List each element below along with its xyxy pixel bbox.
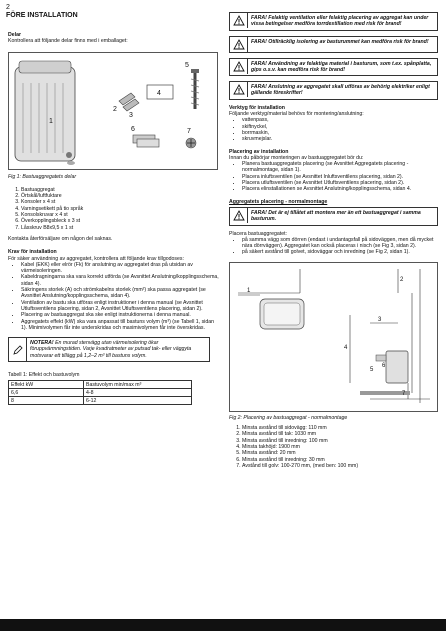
fig1-label-4: 4 [157, 89, 161, 97]
list-item: 7. Låsskruv B8x9,5 x 1 st [21, 225, 220, 231]
krav-heading: Krav för installation [8, 249, 57, 256]
list-item: • på samma vägg som dörren (endast i undantagsfall på sidoväggen, men då mycket nära dörrväggen). Aggregatet kan också placeras i nisch (se Fig 3, sidan 2). [242, 237, 438, 250]
krav-list [8, 262, 220, 331]
distance-list [229, 425, 438, 469]
warning-triangle-icon [230, 82, 248, 97]
figure-parts [8, 52, 218, 170]
plac-heading: Placering av installation [229, 148, 289, 155]
list-item: • Planera bastuaggregatets placering (se Avsnittet Aggregatets placering - normalmontage, sidan 1). [242, 161, 438, 174]
delar-intro: Kontrollera att följande delar finns med i emballaget: [8, 38, 128, 45]
list-item: 6. Överkopplingsbleck x 3 st [21, 218, 220, 224]
table-cell: 8 [9, 397, 84, 405]
fig2-label-5: 5 [370, 366, 374, 373]
section-title: FÖRE INSTALLATION [6, 12, 78, 19]
list-item: • Ventilation av bastu ska utföras enligt instruktioner i denna manual (se Avsnittet Utluftsventilens placering, sidan 2, Avsnittet Utluftsventilens placering, sidan 2). [21, 300, 220, 313]
list-item: • skiftnyckel, [242, 124, 438, 130]
warning-triangle-icon [230, 13, 248, 28]
list-item: • Placera utluftsventilen (se Avsnittet Utluftsventilens placering, sidan 2). [242, 180, 438, 186]
list-item: • Säkringens storlek (A) och strömkabelns storlek (mm²) ska passa aggregatet (se Avsnittet Anslutning/kopplingsschema, sidan 4). [21, 287, 220, 300]
fig1-label-1: 1 [49, 117, 53, 125]
power-volume-table [8, 380, 192, 405]
placement-diagram [230, 263, 437, 411]
note-box [8, 337, 210, 362]
warning-box [229, 12, 438, 31]
list-item: • Kabeldragningarna ska vara korrekt utförda (se Avsnittet Anslutning/kopplingsschema, sidan 4). [21, 274, 220, 287]
warning-text: FARA! Felaktig ventilation eller felaktig placering av aggregat kan under vissa betingelser medföra torrdestillation med risk för brand! [251, 15, 429, 28]
list-item: 6. Minsta avstånd till inredning: 30 mm [242, 457, 438, 463]
list-item: • vattenpass, [242, 117, 438, 123]
list-item: 5. Konsolskruvar x 4 st [21, 212, 220, 218]
figure-placement [229, 262, 438, 412]
warning-triangle-icon [230, 37, 248, 52]
agg-intro: Placera bastuaggregatet: [229, 230, 287, 237]
fig2-label-1: 1 [247, 287, 251, 294]
warning-box [229, 36, 438, 53]
fig2-label-7: 7 [402, 390, 406, 397]
list-item: 2. Örtskål/luftfuktare [21, 193, 220, 199]
list-item: • skruvmejslar. [242, 136, 438, 142]
fig1-label-6: 6 [131, 125, 135, 133]
fig2-label-4: 4 [344, 344, 348, 351]
warning-box [229, 81, 438, 100]
agg-heading: Aggregatets placering - normalmontage [229, 198, 328, 205]
table-header: Bastuvolym min/max m³ [84, 381, 192, 389]
warning-triangle-icon [230, 208, 248, 223]
krav-intro: För säker användning av aggregatet, kontrollera att följande krav tillgodoses: [8, 255, 184, 262]
fig1-label-7: 7 [187, 127, 191, 135]
list-item: 4. Varningsetikett på tio språk [21, 206, 220, 212]
warning-triangle-icon [230, 59, 248, 74]
list-item: 5. Minsta avstånd: 20 mm [242, 450, 438, 456]
note-label: NOTERA! [30, 340, 54, 347]
list-item: 3. Minsta avstånd till inredning: 100 mm [242, 438, 438, 444]
fig2-label-6: 6 [382, 362, 386, 369]
table-row [9, 397, 192, 405]
verktyg-intro: Följande verktyg/material behövs för montering/anslutning: [229, 111, 364, 118]
list-item: 1. Bastuaggregat [21, 187, 220, 193]
verktyg-heading: Verktyg för installation [229, 104, 285, 111]
pencil-icon [9, 338, 27, 361]
table-header-row [9, 381, 192, 389]
table-caption: Tabell 1: Effekt och bastuvolym [8, 372, 80, 379]
fig1-caption: Fig 1: Bastuaggregatets delar [8, 173, 77, 180]
list-item: • på säkert avstånd till golvet, sidoväggar och inredning (se Fig 2, sidan 1). [242, 249, 438, 255]
list-item: • Placera inluftsventilen (se Avsnittet Inluftsventilens placering, sidan 2). [242, 174, 438, 180]
warning-box [229, 207, 438, 226]
list-item: • Kabel (EKK) eller elrör (Fk) för anslutning av aggregatet dras på utsidan av värmeisoleringen. [21, 262, 220, 275]
fig2-label-2: 2 [400, 276, 404, 283]
list-item: 3. Konsoler x 4 st [21, 199, 220, 205]
list-item: • Placera elinstallationen se Avsnittet Anslutning/kopplingsschema, sidan 4. [242, 186, 438, 192]
fig2-caption: Fig 2: Placering av bastuaggregat - normalmontage [229, 414, 348, 421]
parts-list [8, 187, 220, 231]
warning-text: FARA! Det är ej tillåtet att montera mer än ett bastuaggregat i samma basturum. [251, 209, 421, 223]
footer-bar [0, 619, 446, 631]
table-row [9, 389, 192, 397]
table-cell: 4-8 [84, 389, 192, 397]
warning-text: FARA! Användning av felaktiga material i basturum, som t.ex. spånplatta, gips o.s.v. kan medföra risk för brand! [251, 60, 432, 73]
table-cell: 6,6 [9, 389, 84, 397]
list-item: 1. Minsta avstånd till sidovägg: 110 mm [242, 425, 438, 431]
fig1-label-5: 5 [185, 61, 189, 69]
verktyg-list [229, 117, 438, 142]
parts-illustration [9, 53, 217, 169]
plac-intro: Innan du påbörjar monteringen av bastuaggregatet bör du: [229, 154, 364, 161]
list-item: • Aggregatets effekt (kW) ska vara anpassat till bastuns volym (m³) (se Tabell 1, sidan 1). Minimivolymen får inte underskridas och maximivolymen får inte överskridas. [21, 319, 220, 332]
list-item: 7. Avstånd till golv: 100-270 mm, (med ben: 100 mm) [242, 463, 438, 469]
list-item: 2. Minsta avstånd till tak: 1030 mm [242, 431, 438, 437]
fig1-label-2: 2 [113, 105, 117, 113]
note-text: En murad stenvägg utan värmeisolering ökar föruppvärmningstiden. Varje kvadratmeter av putsad tak- eller väggyta motsvarar ett tillägg på 1,2–2 m³ till bastuns volym. [30, 340, 192, 359]
table-cell: 6-12 [84, 397, 192, 405]
list-item: • borrmaskin, [242, 130, 438, 136]
plac-list [229, 161, 438, 192]
agg-list [229, 237, 438, 256]
page-number: 2 [6, 4, 10, 11]
left-column [8, 25, 220, 405]
warning-text: FARA! Otillräcklig isolering av basturummet kan medföra risk för brand! [251, 38, 429, 45]
fig1-label-3: 3 [129, 111, 133, 119]
list-item: • Placering av bastuaggregat ska ske enligt instruktionerna i denna manual. [21, 312, 220, 318]
list-item: 4. Minsta takhöjd: 1900 mm [242, 444, 438, 450]
right-column [229, 12, 438, 469]
warning-box [229, 58, 438, 77]
parts-contact: Kontakta återförsäljare om någon del saknas. [8, 235, 113, 242]
delar-heading: Delar [8, 32, 21, 38]
fig2-label-3: 3 [378, 316, 382, 323]
warning-text: FARA! Anslutning av aggregatet skall utföras av behörig elektriker enligt gällande föreskrifter! [251, 84, 430, 97]
table-header: Effekt kW [9, 381, 84, 389]
